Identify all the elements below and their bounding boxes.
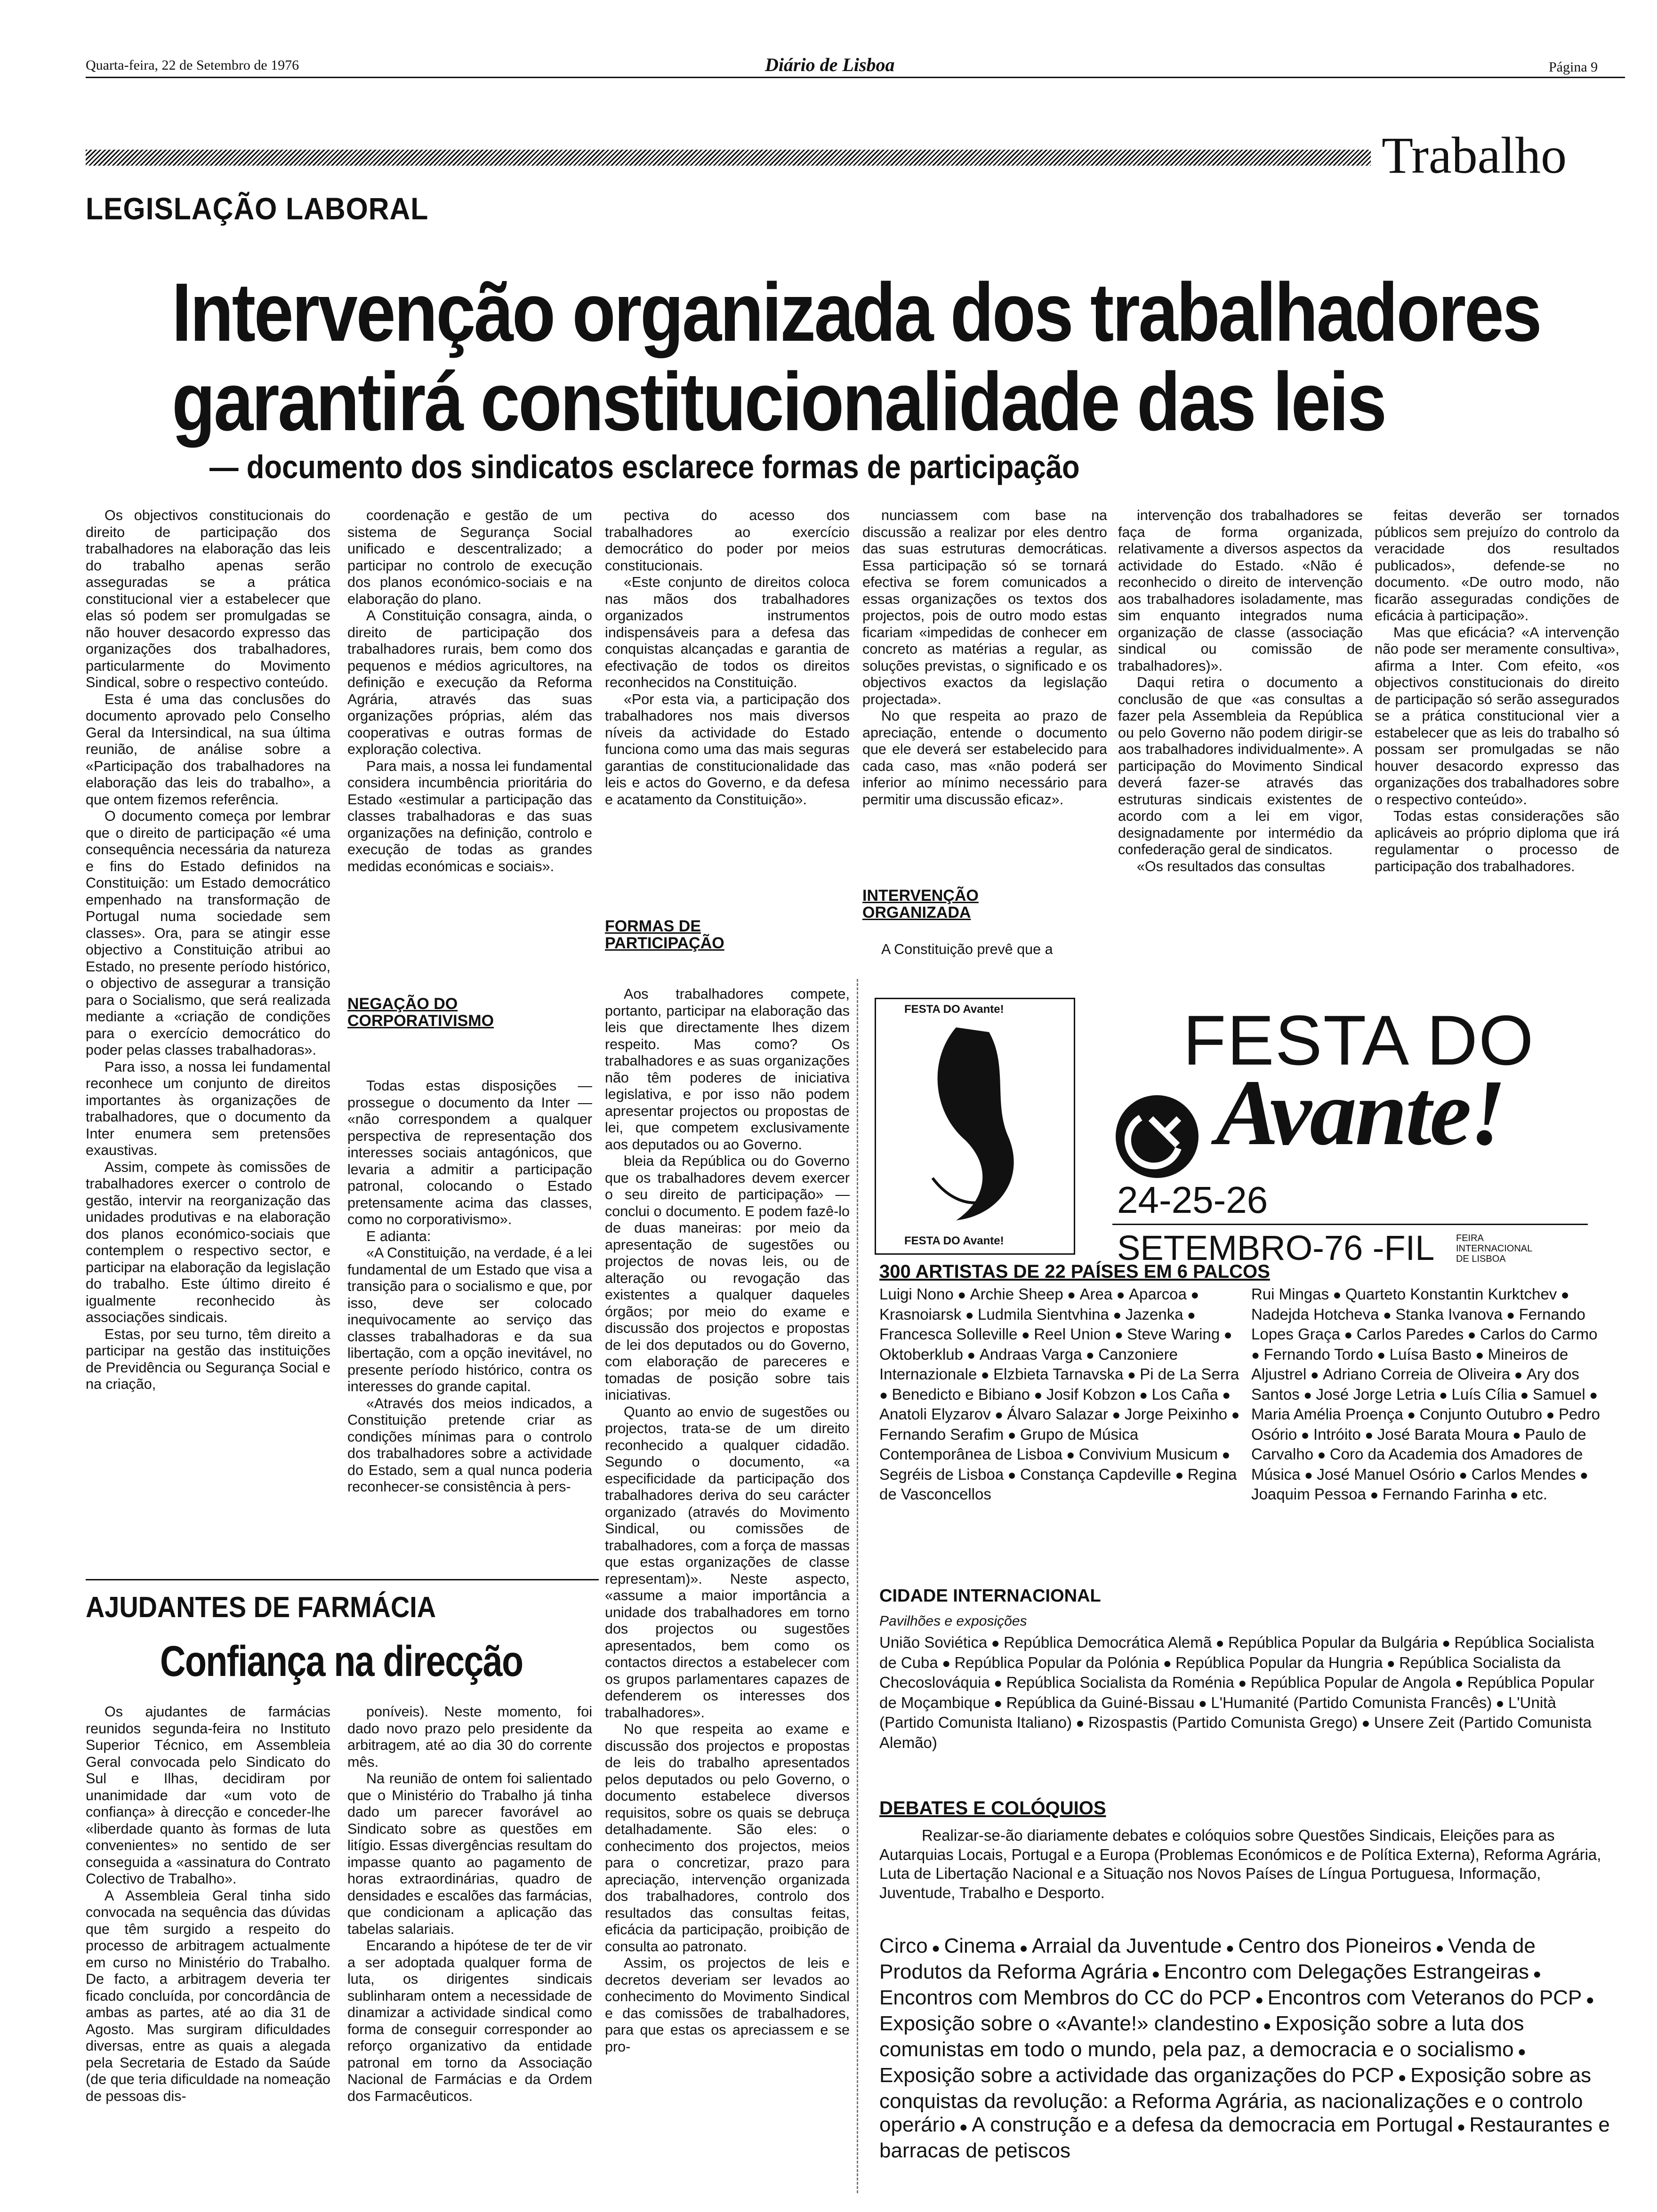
bullet-icon: ● (1451, 1675, 1468, 1691)
bullet-icon: ● (1557, 1287, 1569, 1303)
artists-heading: 300 ARTISTAS DE 22 PAÍSES EM 6 PALCOS (879, 1261, 1270, 1282)
bullet-icon: ● (1110, 1327, 1127, 1343)
artist-item: Coro da Academia dos Amadores de Música (1251, 1445, 1583, 1483)
article-column-1 (86, 507, 330, 1496)
event-item: Encontro com Delegações Estrangeiras (1164, 1960, 1529, 1983)
paragraph: A Constituição prevê que a (881, 941, 1053, 957)
artist-item: Nadejda Hotcheva (1251, 1305, 1379, 1323)
bullet-icon: ● (1358, 1715, 1374, 1731)
paragraph: «Este conjunto de direitos coloca nas mãos dos trabalhadores organizados instrumentos indispensáveis para a defesa das conquistas alcançadas e garantia de efectivação de todos os direitos reconhecidos na Constituição. (605, 574, 850, 690)
pavilion-item: Unsere Zeit (Partido Comunista Alemão) (879, 1714, 1592, 1751)
artist-item: Luís Cília (1451, 1385, 1517, 1403)
subhead-negacao: NEGAÇÃO DO CORPORATIVISMO (347, 995, 494, 1030)
bullet-icon: ● (1222, 1940, 1239, 1956)
artist-item: Luigi Nono (879, 1285, 954, 1303)
artist-item: Andraas Varga (979, 1345, 1082, 1363)
bullet-icon: ● (1112, 1287, 1129, 1303)
artist-item: Conjunto Outubro (1419, 1405, 1543, 1423)
cidade-heading: CIDADE INTERNACIONAL (879, 1586, 1101, 1606)
pavilion-item: República Socialista da Checoslováquia (879, 1653, 1561, 1691)
pavilion-item: L'Humanité (Partido Comunista Francês) (1211, 1693, 1492, 1711)
bullet-icon: ● (1379, 1307, 1396, 1323)
article-column-3 (605, 507, 850, 874)
pavilion-item: República Socialista de Cuba (879, 1634, 1594, 1671)
artist-item: Benedicto e Bibiano (892, 1385, 1030, 1403)
bullet-icon: ● (1004, 1427, 1020, 1443)
bullet-icon: ● (938, 1655, 955, 1671)
bullet-icon: ● (1300, 1467, 1317, 1483)
subheadline: — documento dos sindicatos esclarece formas de participação (209, 449, 1080, 485)
event-item: Circo (879, 1934, 928, 1957)
bullet-icon: ● (1403, 1407, 1420, 1423)
paragraph: bleia da República ou do Governo que os trabalhadores devem exercer o seu direito de participação» — conclui o documento. E podem fazê-lo de duas maneiras: por meio da apresentação de sugestões ou projectos de novas leis, ou de alteração ou revogação das existentes a qualquer daqueles órgãos; por meio do exame e discussão dos projectos e propostas de lei dos deputados ou do Governo, com elaboração de pareceres e tomadas de posição sobre tais iniciativas. (605, 1153, 850, 1403)
article-column-2 (347, 507, 592, 978)
ad-month: SETEMBRO-76 -FIL (1117, 1228, 1435, 1267)
bullet-icon: ● (1259, 2018, 1276, 2034)
bullet-icon: ● (1383, 1655, 1400, 1671)
artist-item: Fernando Farinha (1382, 1485, 1506, 1503)
event-item: Cinema (944, 1934, 1016, 1957)
artist-item: Carlos Paredes (1356, 1325, 1464, 1343)
paragraph: «A Constituição, na verdade, é a lei fundamental de um Estado que visa a transição para o socialismo e que, por isso, deve ser colocado inequivocamente ao serviço das classes trabalhadoras e da sua libertação, com a opção inevitável, no presente período histórico, contra os interesses do grande capital. (347, 1245, 592, 1395)
paragraph: «Através dos meios indicados, a Constituição pretende criar as condições mínimas para o controlo dos trabalhadores sobre a actividade do Estado, sem a qual nunca poderia reconhecer-se consistência à pers- (347, 1395, 592, 1495)
newspaper-name: Diário de Lisboa (765, 54, 895, 75)
artist-item: Segréis de Lisboa (879, 1465, 1004, 1483)
pavilion-item: República Popular da Polónia (954, 1653, 1159, 1671)
artist-item: Anatoli Elyzarov (879, 1405, 991, 1423)
paragraph: Encarando a hipótese de ter de vir a ser adoptada qualquer forma de luta, os dirigentes sindicais sublinharam ontem a necessidade de dinamizar a actividade sindical como forma de conseguir corresponder ao reforço organizativo da entidade patronal em torno da Associação Nacional de Farmácias e da Ordem dos Farmacêuticos. (347, 1938, 592, 2104)
bullet-icon: ● (977, 1367, 994, 1383)
bullet-icon: ● (1109, 1307, 1126, 1323)
ad-title-festa: FESTA DO (1183, 1001, 1535, 1080)
ad-dates: 24-25-26 (1117, 1179, 1268, 1221)
cidade-subheading: Pavilhões e exposições (879, 1613, 1027, 1629)
pavilion-item: República da Guiné-Bissau (1006, 1693, 1195, 1711)
artist-item: Joaquim Pessoa (1251, 1485, 1366, 1503)
paragraph: Esta é uma das conclusões do documento aprovado pelo Conselho Geral da Intersindical, na sua última reunião, de análise sobre a «Participação dos trabalhadores na elaboração das leis do trabalho», a que ontem fizemos referência. (86, 691, 330, 808)
cidade-list (879, 1633, 1609, 1784)
artist-item: Carlos Mendes (1471, 1465, 1576, 1483)
bullet-icon: ● (1030, 1387, 1046, 1403)
paragraph: Para isso, a nossa lei fundamental reconhece um conjunto de direitos importantes às organizações de trabalhadores, que o documento da Inter enumera sem pretensões exaustivas. (86, 1058, 330, 1158)
artist-item: Adriano Correia de Oliveira (1323, 1365, 1511, 1383)
issue-date: Quarta-feira, 22 de Setembro de 1976 (86, 57, 299, 73)
bullet-icon: ● (1516, 1387, 1533, 1403)
bullet-icon: ● (1585, 1387, 1598, 1403)
bullet-icon: ● (1582, 1992, 1594, 2008)
paragraph: Daqui retira o documento a conclusão de que «as consultas a fazer pela Assembleia da República ou pelo Governo não podem dirigir-se aos trabalhadores individualmente». A participação do Movimento Sindical deverá fazer-se através das estruturas sindicais existentes de acordo com a lei em vigor, designadamente por intermédio da confederação geral de sindicatos. (1118, 674, 1363, 858)
article-column-6 (1375, 507, 1619, 969)
bullet-icon: ● (1251, 1347, 1264, 1363)
paragraph: Todas estas considerações são aplicáveis ao próprio diploma que irá regulamentar o processo de participação dos trabalhadores. (1375, 808, 1619, 874)
paragraph: Aos trabalhadores compete, portanto, participar na elaboração das leis que directamente lhes dizem respeito. Mas como? Os trabalhadores e as suas organizações não têm poderes de iniciativa legislativa, e por isso não podem apresentar projectos ou propostas de lei, que competem exclusivamente aos deputados ou ao Governo. (605, 986, 850, 1153)
event-item: Exposição sobre o «Avante!» clandestino (879, 2012, 1259, 2035)
paragraph: Na reunião de ontem foi salientado que o Ministério do Trabalho já tinha dado um parecer favorável ao Sindicato sobre as questões em litígio. Essas divergências resultam do impasse quanto ao pagamento de horas extraordinárias, quadro de densidades e escalões das farmácias, que condicionam a aplicação das tabelas salariais. (347, 1771, 592, 1937)
paragraph: E adianta: (366, 1228, 431, 1244)
bullet-icon: ● (1297, 1427, 1313, 1443)
paragraph: poníveis). Neste momento, foi dado novo prazo pelo presidente da arbitragem, até ao dia 30 do corrente mês. (347, 1704, 592, 1770)
paragraph: nunciassem com base na discussão a realizar por eles dentro das suas estruturas democráticas. Essa participação só se tornará efectiva se forem comunicados a essas organizações os textos dos projectos, pois de outro modo estas ficariam «impedidas de conhecer em concreto as matérias a regular, as soluções previstas, o significado e os objectivos exactos da legislação projectada». (862, 507, 1107, 707)
bullet-icon: ● (1171, 1467, 1188, 1483)
bullet-icon: ● (961, 1307, 978, 1323)
bullet-icon: ● (1123, 1367, 1140, 1383)
bullet-icon: ● (927, 1940, 944, 1956)
artist-item: Luísa Basto (1389, 1345, 1472, 1363)
artist-item: Regina de Vasconcellos (879, 1465, 1237, 1503)
article-column-4 (862, 507, 1107, 856)
artist-item: Álvaro Salazar (1007, 1405, 1109, 1423)
artist-item: Francesca Solleville (879, 1325, 1018, 1343)
article-divider (86, 1579, 599, 1580)
bullet-icon: ● (963, 1347, 980, 1363)
bullet-icon: ● (1159, 1655, 1176, 1671)
artist-item: Josif Kobzon (1046, 1385, 1135, 1403)
paragraph: intervenção dos trabalhadores se faça de forma organizada, relativamente a diversos aspectos da actividade do Estado. «Não é reconhecido o direito de intervenção aos trabalhadores isoladamente, mas sim enquanto integrados numa organização de classe (associação sindical ou comissão de trabalhadores)». (1118, 507, 1363, 674)
artist-item: Pi de La Serra (1140, 1365, 1239, 1383)
pavilion-item: Rizospastis (Partido Comunista Grego) (1088, 1714, 1358, 1731)
second-column-a (86, 1704, 330, 2203)
bullet-icon: ● (1528, 1966, 1542, 1982)
pavilion-item: República Popular de Angola (1250, 1674, 1451, 1691)
paragraph: pectiva do acesso dos trabalhadores ao exercício democrático do poder por meios constitucionais. (605, 507, 850, 574)
bullet-icon: ● (1508, 1427, 1525, 1443)
artists-list-left (879, 1285, 1242, 1614)
artist-item: Stanka Ivanova (1395, 1305, 1503, 1323)
ad-rule (1112, 1224, 1588, 1225)
poster-illustration (876, 999, 1074, 1253)
pavilion-item: L'Unità (Partido Comunista Italiano) (879, 1693, 1556, 1731)
ad-fil: FEIRA INTERNACIONAL DE LISBOA (1456, 1233, 1532, 1264)
paragraph: Assim, os projectos de leis e decretos deveriam ser levados ao conhecimento do Movimento Sindical e das comissões de trabalhadores, para que estas os apreciassem e se pro- (605, 1955, 850, 2055)
headline-line-2: garantirá constitucionalidade das leis (172, 356, 1385, 448)
debates-text: Realizar-se-ão diariamente debates e colóquios sobre Questões Sindicais, Eleições para as Autarquias Locais, Portugal e a Europa (Problemas Económicos e de Política Externa), Reforma Agrária, Luta de Libertação Nacional e a Situação nos Novos Países de Língua Portuguesa, Informação, Juventude, Trabalho e Desporto. (879, 1827, 1601, 1901)
bullet-icon: ● (1234, 1675, 1251, 1691)
event-item: Encontros com Membros do CC do PCP (879, 1986, 1251, 2009)
bullet-icon: ● (1072, 1715, 1088, 1731)
bullet-icon: ● (1227, 1407, 1240, 1423)
section-hatch-bar (86, 150, 1371, 166)
event-item: Venda de Produtos da Reforma Agrária (879, 1934, 1536, 1983)
artist-item: Ludmila Sientvhina (978, 1305, 1109, 1323)
artist-item: Jazenka (1125, 1305, 1183, 1323)
second-column-b (347, 1704, 592, 2203)
artist-item: José Barata Moura (1377, 1425, 1509, 1443)
paragraph: Todas estas disposições — prossegue o documento da Inter — «não correspondem a qualquer perspectiva de representação dos interesses sociais antagónicos, que levaria a admitir a participação patronal, colocando o Estado pretensamente acima das classes, como no corporativismo». (347, 1078, 592, 1227)
pavilion-item: República Popular da Hungria (1175, 1653, 1383, 1671)
bullet-icon: ● (1435, 1387, 1452, 1403)
bullet-icon: ● (1453, 2119, 1470, 2135)
paragraph: coordenação e gestão de um sistema de Segurança Social unificado e descentralizado; a participar no controlo de execução dos planos económico-sociais e na elaboração do plano. (347, 507, 592, 607)
artist-item: Grupo de Música Contemporânea de Lisboa (879, 1425, 1139, 1463)
bullet-icon: ● (1510, 1367, 1527, 1383)
artist-item: Pedro Osório (1251, 1405, 1600, 1443)
artist-item: Archie Sheep (970, 1285, 1063, 1303)
artist-item: Mineiros de Aljustrel (1251, 1345, 1569, 1383)
artist-item: Convivium Musicum (1078, 1445, 1218, 1463)
artist-item: Aparcoa (1129, 1285, 1187, 1303)
header-rule (86, 77, 1625, 78)
second-kicker: AJUDANTES DE FARMÁCIA (86, 1591, 436, 1624)
bullet-icon: ● (1004, 1467, 1020, 1483)
page-number: Página 9 (1549, 59, 1598, 75)
poster-caption-bottom: FESTA DO Avante! (904, 1234, 1004, 1247)
artists-list-right (1251, 1285, 1609, 1614)
poster-image (875, 998, 1075, 1255)
paragraph: «Os resultados das consultas (1137, 858, 1326, 874)
bullet-icon: ● (1063, 1287, 1080, 1303)
artist-item: Elzbieta Tarnavska (993, 1365, 1124, 1383)
event-item: Arraial da Juventude (1031, 1934, 1222, 1957)
artist-item: Canzoniere Internazionale (879, 1345, 1178, 1383)
artist-item: Steve Waring (1127, 1325, 1220, 1343)
pavilion-item: República Popular da Bulgária (1228, 1634, 1438, 1651)
bullet-icon: ● (1183, 1307, 1196, 1323)
paragraph: Os ajudantes de farmácias reunidos segunda-feira no Instituto Superior Técnico, em Assembleia Geral convocada pelo Sindicato do Sul e Ilhas, decidiram por unanimidade dar «um voto de confiança» à direcção e conceder-lhe «liberdade quanto às formas de luta convenientes» no sentido de ser conseguida a «assinatura do Contrato Colectivo de Trabalho». (86, 1704, 330, 1887)
article-column-5 (1118, 507, 1363, 969)
artist-item: Krasnoiarsk (879, 1305, 962, 1323)
bullet-icon: ● (1306, 1367, 1323, 1383)
event-item: Exposição sobre a luta dos comunistas em todo o mundo, pela paz, a democracia e o socialismo (879, 2012, 1524, 2061)
bullet-icon: ● (1506, 1487, 1522, 1503)
pavilion-item: República Popular de Moçambique (879, 1674, 1594, 1711)
artist-item: Rui Mingas (1251, 1285, 1329, 1303)
event-item: Exposição sobre as conquistas da revolução: a Reforma Agrária, as nacionalizações e o controlo operário (879, 2064, 1592, 2136)
bullet-icon: ● (1366, 1487, 1383, 1503)
bullet-icon: ● (1513, 2044, 1527, 2060)
bullet-icon: ● (1329, 1287, 1345, 1303)
paragraph: No que respeita ao prazo de apreciação, entende o documento que ele deverá ser estabelecido para cada caso, mas «não poderá ser inferior ao mínimo necessário para permitir uma discussão eficaz». (862, 708, 1107, 808)
paragraph: Estas, por seu turno, têm direito a participar na gestão das instituições de Previdência ou Segurança Social e na criação, (86, 1326, 330, 1392)
bullet-icon: ● (1194, 1695, 1211, 1711)
artist-item: José Jorge Letria (1316, 1385, 1435, 1403)
paragraph: Assim, compete às comissões de trabalhadores exercer o controlo de gestão, intervir na reorganização das unidades produtivas e na elaboração dos planos económico-sociais que contemplem o respectivo sector, e participar na elaboração da legislação do trabalho. Este último direito é igualmente reconhecido às associações sindicais. (86, 1159, 330, 1325)
artist-item: Reel Union (1034, 1325, 1111, 1343)
artist-item: Constança Capdeville (1020, 1465, 1172, 1483)
bullet-icon: ● (1576, 1467, 1589, 1483)
pavilion-item: República Democrática Alemã (1004, 1634, 1212, 1651)
bullet-icon: ● (1218, 1387, 1231, 1403)
bullet-icon: ● (990, 1407, 1007, 1423)
event-item: Encontros com Veteranos do PCP (1267, 1986, 1582, 2009)
event-item: Restaurantes e barracas de petiscos (879, 2113, 1610, 2162)
bullet-icon: ● (1542, 1407, 1559, 1423)
subhead-intervencao: INTERVENÇÃO ORGANIZADA (862, 887, 979, 922)
event-item: A construção e a defesa da democracia em Portugal (972, 2113, 1453, 2136)
events-list (879, 1934, 1614, 2179)
debates-heading: DEBATES E COLÓQUIOS (879, 1798, 1106, 1819)
paragraph: O documento começa por lembrar que o direito de participação «é uma consequência necessária da natureza e fins do Estado definidos na Constituição: um Estado democrático empenhado na transformação de Portugal numa sociedade sem classes». Ora, para se atingir esse objectivo a Constituição atribui ao Estado, no presente período histórico, o objectivo de assegurar a transição para o Socialismo, que será realizada mediante a «criação de condições para o exercício democrático do poder pelas classes trabalhadoras». (86, 808, 330, 1058)
ad-title-avante: Avante! (1216, 1061, 1504, 1165)
artist-item: Area (1079, 1285, 1113, 1303)
bullet-icon: ● (1147, 1966, 1164, 1982)
artist-item: Oktoberklub (879, 1345, 963, 1363)
bullet-icon: ● (1251, 1992, 1268, 2008)
artist-item: Intróito (1313, 1425, 1361, 1443)
pavilion-item: União Soviética (879, 1634, 988, 1651)
bullet-icon: ● (1299, 1387, 1316, 1403)
bullet-icon: ● (1502, 1307, 1519, 1323)
bullet-icon: ● (1373, 1347, 1390, 1363)
bullet-icon: ● (1438, 1635, 1455, 1651)
bullet-icon: ● (1015, 1940, 1032, 1956)
bullet-icon: ● (1017, 1327, 1034, 1343)
paragraph: Para mais, a nossa lei fundamental considera incumbência prioritária do Estado «estimular a participação das classes trabalhadoras e das suas organizações na definição, controlo e execução de todas as grandes medidas económicas e sociais». (347, 758, 592, 874)
bullet-icon: ● (1432, 1940, 1448, 1956)
article-column-4b (862, 941, 1107, 965)
artist-item: Samuel (1532, 1385, 1585, 1403)
bullet-icon: ● (1360, 1427, 1377, 1443)
artist-item: Fernando Lopes Graça (1251, 1305, 1585, 1343)
hammer-sickle-icon (1112, 1092, 1202, 1181)
bullet-icon: ● (1394, 2070, 1411, 2085)
artist-item: Maria Amélia Proença (1251, 1405, 1403, 1423)
paragraph: Os objectivos constitucionais do direito de participação dos trabalhadores na elaboração das leis do trabalho apenas serão asseguradas se a prática constitucional vier a estabelecer que elas só podem ser promulgadas se não houver desacordo expresso das organizações dos trabalhadores, particularmente do Movimento Sindical, sobre o respectivo conteúdo. (86, 507, 330, 690)
bullet-icon: ● (1455, 1467, 1472, 1483)
bullet-icon: ● (1135, 1387, 1152, 1403)
paragraph: Quanto ao envio de sugestões ou projectos, trata-se de um direito reconhecido a qualquer cidadão. Segundo o documento, «a especificidade da participação dos trabalhadores deriva do seu carácter organizado (através do Movimento Sindical, ou comissões de trabalhadores, com a força de massas que estas organizações de classe representam)». Neste aspecto, «assume a maior importância a unidade dos trabalhadores em torno dos projectos ou sugestões apresentados, bem como os contactos directos a estabelecer com os grupos parlamentares capazes de defenderem os interesses dos trabalhadores». (605, 1403, 850, 1721)
festa-avante-ad (857, 979, 1625, 2193)
bullet-icon: ● (1186, 1287, 1199, 1303)
section-title: Trabalho (1382, 127, 1567, 184)
headline-line-1: Intervenção organizada dos trabalhadores (172, 266, 1541, 359)
bullet-icon: ● (955, 2119, 972, 2135)
artist-item: Paulo de Carvalho (1251, 1425, 1586, 1463)
bullet-icon: ● (989, 1695, 1006, 1711)
paragraph: feitas deverão ser tornados públicos sem prejuízo do controlo da veracidade dos resultados publicados», defende-se no documento. «De outro modo, não ficarão asseguradas condições de eficácia à participação». (1375, 507, 1619, 624)
article-column-3b (605, 986, 850, 2196)
artist-item: Quarteto Konstantin Kurktchev (1345, 1285, 1557, 1303)
artist-item: Fernando Tordo (1263, 1345, 1373, 1363)
bullet-icon: ● (879, 1387, 892, 1403)
bullet-icon: ● (953, 1287, 970, 1303)
bullet-icon: ● (1212, 1635, 1228, 1651)
bullet-icon: ● (1082, 1347, 1099, 1363)
paragraph: A Assembleia Geral tinha sido convocada na sequência das dúvidas que têm surgido a respeito do processo de arbitragem actualmente em curso no Ministério do Trabalho. De facto, a arbitragem deveria ter ficado concluída, por concordância de ambas as partes, até ao dia 31 de Agosto. Mas surgiram dificuldades diversas, entre as quais a alegada pela Secretaria de Estado da Saúde (de que teria dificuldade na nomeação de pessoas dis- (86, 1887, 330, 2104)
paragraph: A Constituição consagra, ainda, o direito de participação dos trabalhadores rurais, bem como dos pequenos e médios agricultores, na definição e execução da Reforma Agrária, através das suas organizações próprias, além das cooperativas e outras formas de exploração colectiva. (347, 608, 592, 757)
artist-item: Jorge Peixinho (1124, 1405, 1228, 1423)
bullet-icon: ● (1471, 1347, 1488, 1363)
bullet-icon: ● (1217, 1447, 1231, 1463)
bullet-icon: ● (1464, 1327, 1480, 1343)
article-column-2b (347, 1078, 592, 1567)
poster-caption-top: FESTA DO Avante! (904, 1003, 1004, 1016)
paragraph: Mas que eficácia? «A intervenção não pode ser meramente consultiva», afirma a Inter. Com efeito, «os objectivos constitucionais do direito de participação só serão assegurados se a prática constitucional vier a estabelecer que as leis do trabalho só possam ser promulgadas se não houver desacordo expresso das organizações dos trabalhadores sobre o respectivo conteúdo». (1375, 624, 1619, 808)
subhead-formas: FORMAS DE PARTICIPAÇÃO (605, 917, 724, 952)
bullet-icon: ● (987, 1635, 1004, 1651)
paragraph: No que respeita ao exame e discussão dos projectos e propostas de leis do trabalho apresentados pelos deputados ou pelo Governo, o documento estabelece diversos requisitos, sobre os quais se debruça detalhadamente. São eles: o conhecimento dos projectos, meios para o concretizar, prazo para apreciação, intervenção organizada dos trabalhadores, controlo dos resultados das consultas feitas, eficácia da participação, proibição de consulta ao patronato. (605, 1721, 850, 1955)
bullet-icon: ● (1220, 1327, 1232, 1343)
artist-item: José Manuel Osório (1317, 1465, 1455, 1483)
event-item: Exposição sobre a actividade das organizações do PCP (879, 2064, 1394, 2087)
artist-item: Fernando Serafim (879, 1425, 1004, 1443)
bullet-icon: ● (1313, 1447, 1330, 1463)
bullet-icon: ● (1340, 1327, 1357, 1343)
bullet-icon: ● (1062, 1447, 1079, 1463)
pavilion-item: República Socialista da Roménia (1006, 1674, 1234, 1691)
artist-item: Carlos do Carmo (1480, 1325, 1598, 1343)
artist-item: Ary dos Santos (1251, 1365, 1579, 1403)
second-headline: Confiança na direcção (160, 1637, 523, 1685)
article-kicker: LEGISLAÇÃO LABORAL (86, 191, 429, 226)
paragraph: «Por esta via, a participação dos trabalhadores nos mais diversos níveis da actividade do Estado funciona como uma das mais seguras garantias de constitucionalidade das leis e actos do Governo, e da defesa e acatamento da Constituição». (605, 691, 850, 808)
event-item: Centro dos Pioneiros (1238, 1934, 1432, 1957)
bullet-icon: ● (989, 1675, 1006, 1691)
bullet-icon: ● (1492, 1695, 1508, 1711)
artist-item: Los Caña (1151, 1385, 1218, 1403)
bullet-icon: ● (1108, 1407, 1125, 1423)
artist-item: etc. (1522, 1485, 1548, 1503)
